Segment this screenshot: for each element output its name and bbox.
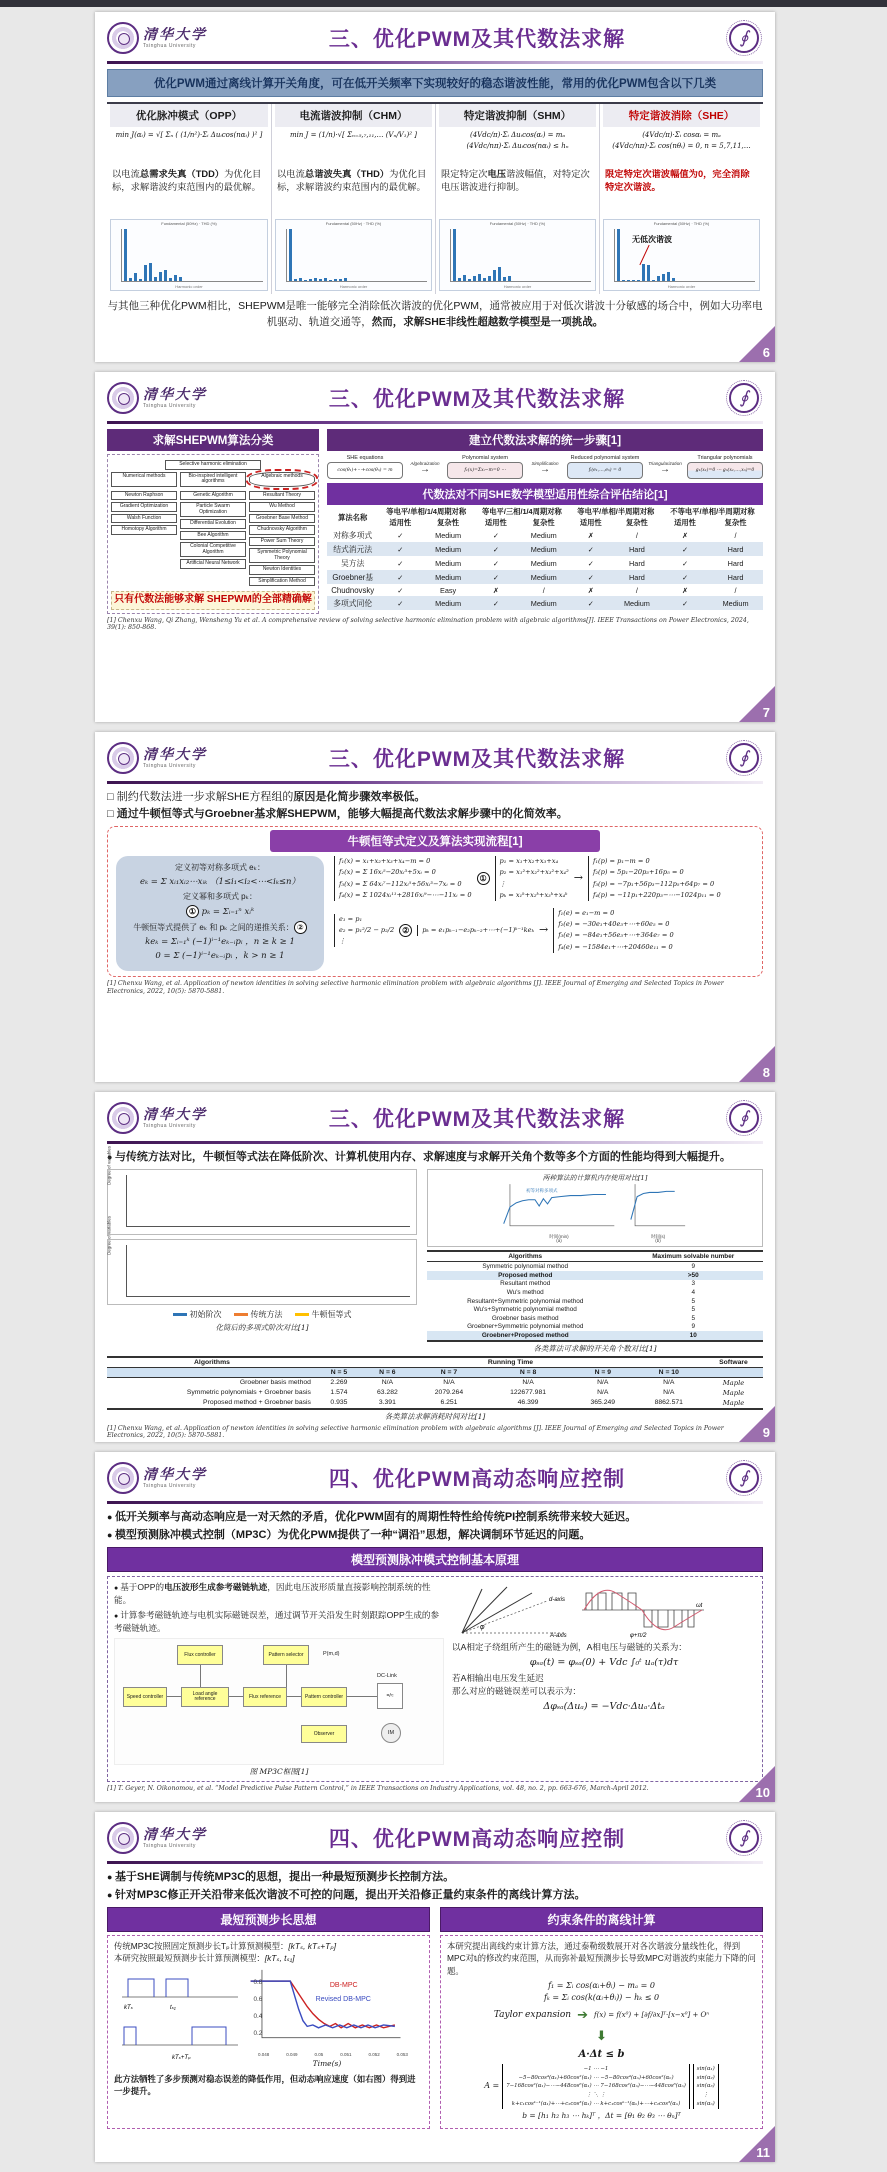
- y-axis-label: Degree of variables: [106, 1145, 112, 1185]
- svg-text:tₛ₁: tₛ₁: [170, 2004, 176, 2011]
- slide-page-6: [95, 12, 775, 362]
- slide-header: [107, 1096, 763, 1140]
- text-line: 若A相输出电压发生延迟: [452, 1673, 544, 1684]
- column-chm: [271, 104, 435, 294]
- page-title: 三、优化PWM及其代数法求解: [328, 388, 626, 411]
- mp3c-right-panel: [452, 1581, 756, 1777]
- tree-node: Bee Algorithm: [180, 531, 246, 541]
- chart-x-label: Harmonic order: [339, 284, 368, 289]
- logo-en-text: Tsinghua University: [143, 1482, 196, 1489]
- flow-step-box: fᵢ(e₁,…,eₙ) = 0: [567, 462, 643, 479]
- tsinghua-logo: [107, 22, 225, 54]
- slide-deck: [95, 12, 775, 2172]
- sub-bullet-list: [114, 1581, 444, 1636]
- svg-text:0.8: 0.8: [253, 1978, 263, 1986]
- bullet-item: ● 模型预测脉冲模式控制（MP3C）为优化PWM提供了一种“调沿”思想，解决调制环节延迟的问题。: [107, 1527, 763, 1545]
- diagram-block: Pattern controller: [301, 1687, 347, 1707]
- memory-panel-a: 初等对称多项式 时间(min) (a): [500, 1182, 618, 1245]
- table-row: Wu's method 4: [506, 1288, 695, 1296]
- motor-circle: IM: [381, 1723, 401, 1743]
- shortest-horizon-box: [107, 1935, 430, 2129]
- table-row: 对称多项式 ✓ Medium ✓ Medium ✗ / ✗ /: [333, 530, 737, 540]
- constraint-matrix: A = −1 ⋯ −1 −5−80cos⁴(α₁)+60cos²(α₁) ⋯ −5−80cos⁴(αₙ)+60cos²(αₙ) 7−168cos²(α₁)−⋯−448cos⁶(α₁) ⋯ 7−168cos²(αₙ)−⋯−448cos⁶(αₙ) ⋮ ⋱ ⋮ k+c₁cosᵏ⁻¹(α₁)+⋯+c₂cos³(α₁) ⋯ k+c₁cosᵏ⁻¹(αₙ)+⋯+c₂cos³(αₙ) sin(α₁) sin(α₂) sin(α₃) ⋮ sin(αₙ): [447, 2064, 756, 2109]
- line-label: 初等对称多项式: [526, 1187, 558, 1193]
- logo-cn-text: 清华大学: [143, 1466, 207, 1483]
- svg-text:ωt: ωt: [696, 1603, 703, 1610]
- table-row: Symmetric polynomial method 9: [482, 1263, 695, 1271]
- formula: (4Vdc/π)·Σᵢ Δuᵢcos(αᵢ) = mₐ (4Vdc/nπ)·Σᵢ Δuᵢcos(nαᵢ) ≤ hₙ: [466, 131, 569, 150]
- description: 以电流总谐波失真（THD）为优化目标，求解谐波约束范围内的最优解。: [277, 169, 427, 193]
- box-banner: 牛顿恒等式定义及算法实现流程[1]: [270, 830, 600, 852]
- bullet-item: ● 低开关频率与高动态响应是一对天然的矛盾，优化PWM固有的周期性特性给传统PI控制系统带来较大延迟。: [107, 1509, 763, 1527]
- slide-header: [107, 1816, 763, 1860]
- logo-cn-text: 清华大学: [143, 26, 207, 43]
- tree-node: Homotopy Algorithm: [111, 525, 177, 535]
- flow-arrow: Simplification →: [531, 461, 559, 476]
- page-number: 10: [755, 1785, 770, 1800]
- panel-banner: 最短预测步长思想: [107, 1907, 430, 1932]
- slide-page-8: [95, 732, 775, 1082]
- logo-en-text: Tsinghua University: [143, 762, 196, 769]
- table-row: 多项式同伦 ✓ Medium ✓ Medium ✓ Medium ✓ Medium: [327, 596, 763, 610]
- definitions-panel: 定义初等对称多项式 eₖ： eₖ = Σ xᵢ₁xᵢ₂⋯xᵢₖ （1≤i₁<i₂<⋯<iₖ≤n） 定义幂和多项式 pₖ： ① pₖ = Σᵢ₌₁ⁿ xᵢᵏ 牛顿恒等式提供了 eₖ 和 pₖ 之间的递推关系： ② keₖ = Σᵢ₌₁ᵏ (−1)ⁱ⁻¹eₖ₋ᵢpᵢ ，n ≥ k ≥ 1 0 = Σ (−1)ⁱ⁻¹eₖ₋ᵢpᵢ ，k > n ≥ 1: [116, 856, 324, 971]
- tree-node: Simplification Method: [249, 577, 315, 587]
- tsinghua-emblem-icon: [107, 382, 139, 414]
- slide-header: [107, 16, 763, 60]
- tsinghua-emblem-icon: [107, 742, 139, 774]
- flow-step-name: Triangular polynomials: [697, 455, 753, 461]
- legend-swatch: [234, 1313, 248, 1316]
- tree-root: Selective harmonic elimination: [165, 460, 261, 470]
- table-row: Wu's+Symmetric polynomial method 5: [473, 1306, 695, 1314]
- svg-text:kTₛ+Tₚ: kTₛ+Tₚ: [172, 2054, 191, 2061]
- svg-text:0.6: 0.6: [253, 1995, 263, 2003]
- harmonic-spectrum-chart: [439, 219, 596, 291]
- description: 以电流总需求失真（TDD）为优化目标，求解谐波约束范围内的最优解。: [112, 169, 262, 193]
- diagram-block: Flux reference: [243, 1687, 287, 1707]
- table-row: Groebner basis method 5: [491, 1314, 695, 1322]
- bullet-list: [107, 1509, 763, 1544]
- description: 限定特定次谐波幅值为0，完全消除特定次谐波。: [605, 169, 750, 193]
- logo-en-text: Tsinghua University: [143, 402, 196, 409]
- shortest-horizon-panel: [107, 1907, 430, 2129]
- spectrum-bars: [121, 229, 263, 282]
- chart-x-label: Harmonic order: [503, 284, 532, 289]
- chart-title: 两种算法的计算机内存使用对比[1]: [542, 1173, 648, 1182]
- numerical-methods-list: [111, 489, 177, 589]
- society-badge-icon: ∮: [729, 1823, 759, 1853]
- running-time-table: Algorithms Running Time Software N = 5 N = 6 N = 7 N = 8 N = 9 N = 10 Groebner basis method 2.269 N/A N/A N/A N/A N/A Maple Symmetric polynomials + Groebner basis 1.574 63.282 2079.264 122677.981 N/A N/A Maple Proposed method + Groebner basis 0.935 3.391 6.251 46.399 365.249 8862.571 Maple: [107, 1356, 763, 1410]
- tree-node: Genetic Algorithm: [180, 491, 246, 501]
- bullet-item: ● 计算参考磁链轨迹与电机实际磁链误差，通过调节开关沿发生时刻跟踪OPP生成的参考磁链轨迹。: [114, 1609, 444, 1635]
- degree-chart-top: [106, 1145, 417, 1235]
- tsinghua-emblem-icon: [107, 22, 139, 54]
- society-badge-icon: ∮: [729, 383, 759, 413]
- degree-chart-bottom: [106, 1215, 417, 1305]
- table-row: Resultant method 3: [500, 1280, 695, 1288]
- header-divider: [107, 1861, 763, 1864]
- formula: (4Vdc/π)·Σᵢ cosαᵢ = mₐ (4Vdc/nπ)·Σᵢ cos(nθᵢ) = 0, n = 5,7,11,…: [612, 131, 751, 150]
- column-header: 特定谐波消除（SHE）: [603, 104, 760, 127]
- slide-page-10: [95, 1452, 775, 1802]
- table-row: Resultant+Symmetric polynomial method 5: [467, 1297, 695, 1305]
- circled-one: ①: [186, 905, 199, 918]
- tree-branch-algebraic: Algebraic methods: [249, 472, 315, 487]
- citation: [1] Chenxu Wang, Qi Zhang, Wensheng Yu et al. A comprehensive review of solving selective harmonic elimination problem with algebraic algorithms[J]. IEEE Transactions on Power Electronics, 2024, 39(1): 850-868.: [107, 616, 749, 632]
- grouped-bars: [126, 1245, 410, 1297]
- chart-caption: Fundamental (50Hz) · THD (%): [653, 221, 710, 226]
- tsinghua-emblem-icon: [107, 1102, 139, 1134]
- bullet-item: □ 通过牛顿恒等式与Groebner基求解SHEPWM，能够大幅提高代数法求解步骤中的化简效率。: [107, 806, 763, 823]
- arrow-icon: →: [573, 871, 583, 885]
- diagram-block: Pattern selector: [263, 1645, 309, 1665]
- tree-node: Gradient Optimization: [111, 502, 177, 512]
- flow-step-box: g₁(x₁)=0 ⋯ gₙ(x₁,…,xₙ)=0: [687, 462, 763, 479]
- newton-identities-box: [107, 826, 763, 977]
- logo-en-text: Tsinghua University: [143, 1122, 196, 1129]
- table-caption: 各类算法可求解的开关角个数对比[1]: [533, 1343, 657, 1353]
- algebraic-methods-list: [249, 489, 315, 589]
- x-tick-labels: 0.048 0.049 0.05 0.051 0.052 0.053: [258, 2051, 408, 2057]
- taylor-label: Taylor expansion: [493, 2009, 572, 2020]
- circled-one: ①: [477, 872, 490, 885]
- harmonic-spectrum-chart: [110, 219, 268, 291]
- text-paragraph: 本研究提出离线约束计算方法，通过泰勒级数展开对各次谐波分量线性化，得到MPC对tᵢ的修改约束范围，从而弥补最短预测步长导致MPC对谐波约束能力下降的问题。: [447, 1941, 756, 1976]
- mp3c-left-panel: [114, 1581, 444, 1777]
- table-row: Groebner basis method 2.269 N/A N/A N/A N/A N/A Maple: [239, 1378, 745, 1387]
- bullet-item: ● 基于SHE调制与传统MP3C的思想，提出一种最短预测步长控制方法。: [107, 1869, 763, 1887]
- tree-node: Chudnovsky Algorithm: [249, 525, 315, 535]
- tree-node: Newton Identities: [249, 565, 315, 575]
- table-row: Chudnovsky ✓ Easy ✗ / ✗ / ✗ /: [331, 585, 737, 595]
- taylor-formula: f(x) = f(x⁰) + [∂f/∂x]ᵀ·[x−x⁰] + Oⁿ: [594, 2011, 710, 2020]
- column-header: 优化脉冲模式（OPP）: [110, 104, 268, 127]
- table-row: Symmetric polynomials + Groebner basis 1.574 63.282 2079.264 122677.981 N/A N/A Maple: [186, 1388, 745, 1397]
- legend-swatch: [173, 1313, 187, 1316]
- page-title: 三、优化PWM及其代数法求解: [328, 28, 626, 51]
- grouped-bars: [126, 1175, 410, 1227]
- society-badge-icon: ∮: [729, 1463, 759, 1493]
- green-arrow-icon: ➔: [577, 2006, 589, 2022]
- pulse-pattern-diagram: [578, 1581, 708, 1639]
- legend-swatch: [295, 1313, 309, 1316]
- table-row: Groebner+Symmetric polynomial method 9: [467, 1323, 695, 1331]
- page-title: 四、优化PWM高动态响应控制: [328, 1468, 626, 1491]
- vectors-definition: b = [h₁ h₂ h₃ ⋯ hₖ]ᵀ ，Δt = [θ₁ θ₂ θ₃ ⋯ θₙ]ᵀ: [522, 2111, 681, 2121]
- offline-constraints-panel: [440, 1907, 763, 2129]
- taylor-expansion-row: [447, 2006, 756, 2025]
- society-badge-icon: ∮: [729, 1103, 759, 1133]
- formula: min J(αᵢ) = √[ Σₙ ( (1/n²)·Σᵢ Δuᵢcos(nαᵢ) )² ]: [115, 131, 263, 139]
- svg-text:kTₛ: kTₛ: [124, 2004, 133, 2011]
- key-claim-note: 只有代数法能够求解 SHEPWM的全部精确解: [111, 591, 315, 610]
- harmonic-spectrum-chart: [603, 219, 760, 291]
- text-line: 那么对应的磁链误差可以表示为：: [452, 1686, 581, 1697]
- svg-text:DB-MPC: DB-MPC: [329, 1981, 358, 1989]
- harmonic-spectrum-chart: [275, 219, 432, 291]
- svg-text:0.2: 0.2: [253, 2029, 263, 2037]
- applicability-table: 算法名称 等电平/单相/1/4周期对称 等电平/三相/1/4周期对称 等电平/单相/半周期对称 不等电平/单相/半周期对称 适用性 复杂性 适用性 复杂性 适用性 复杂性 适用性 复杂性 对称多项式 ✓ Medium ✓ Medium ✗ / ✗ / 结式消元法 ✓ Medium ✓ Medium ✓ Hard ✓ Hard 吴方法 ✓ Medium ✓ Medium ✓ Hard ✓ Hard Groebner基 ✓ Medium ✓ Medium ✓ Hard ✓ Hard Chudnovsky ✓ Easy ✗ / ✗ / ✗ / 多项式同伦 ✓ Medium ✓ Medium ✓ Medium ✓ Medium: [327, 507, 763, 610]
- bullet-item: □ 制约代数法进一步求解SHE方程组的原因是化简步骤效率极低。: [107, 789, 763, 806]
- tsinghua-emblem-icon: [107, 1462, 139, 1494]
- diagram-block: Speed controller: [123, 1687, 167, 1707]
- text-line: 传统MP3C按照固定预测步长Tₚ计算预测模型：[kTₛ, kTₛ+Tₚ]: [114, 1941, 337, 1952]
- logo-en-text: Tsinghua University: [143, 42, 196, 49]
- flow-step-name: Reduced polynomial system: [570, 455, 640, 461]
- chart-x-label: Harmonic order: [175, 284, 203, 289]
- classification-tree: [107, 454, 319, 614]
- algorithm-classification-panel: [107, 429, 319, 614]
- tsinghua-logo: [107, 1102, 225, 1134]
- flux-formula: φₛₐ(t) = φₛₐ(0) + Vdc ∫₀ᵗ uₐ(τ)dτ: [529, 1657, 679, 1669]
- header-divider: [107, 781, 763, 784]
- header-divider: [107, 421, 763, 424]
- slide-header: [107, 376, 763, 420]
- logo-cn-text: 清华大学: [143, 1826, 207, 1843]
- memory-chart: [427, 1169, 763, 1248]
- unified-steps-panel: [327, 429, 763, 614]
- memory-panel-b: 时间(s) (b): [626, 1182, 690, 1245]
- tsinghua-logo: [107, 1822, 225, 1854]
- offline-constraints-box: [440, 1935, 763, 2129]
- chart-caption: 化简后的多项式阶次对比[1]: [215, 1322, 309, 1332]
- tree-node: Colonial Competitive Algorithm: [180, 542, 246, 557]
- figure-caption: 图 MP3C框图[1]: [249, 1767, 309, 1777]
- equations-panel: f₁(x) = x₁+x₂+x₃+x₄−m = 0 f₂(x) = Σ 16xᵢ⁵−20xᵢ³+5xᵢ = 0 f₃(x) = Σ 64xᵢ⁷−112xᵢ⁵+56xᵢ³−7xᵢ = 0 f₄(x) = Σ 1024xᵢ¹¹+2816xᵢ⁹−⋯−11xᵢ = 0 ① p₁ = x₁+x₂+x₃+x₄ p₂ = x₁²+x₂²+x₃²+x₄² ⋮ pₖ = x₁ᵏ+x₂ᵏ+x₃ᵏ+x₄ᵏ → f₁(p) = p₁−m = 0 f₂(p) = 5p₁−20p₃+16p₅ = 0 f₃(p) = −7p₁+56p₃−112p₅+64p₇ = 0 f₄(p) = −11p₁+220p₃−⋯−1024p₁₁ = 0 e₁ = p₁ e₂ = p₁²/2 − p₂/2 ⋮ ② pₖ = e₁pₖ₋₁−e₂pₖ₋₂+⋯+(−1)ᵏ⁻¹keₖ → f₁(e) = e₁−m = 0 f₂(e) = −30e₁+40e₃+⋯+60e₅ = 0 f₃(e) = −84e₁+56e₃+⋯+364e₇ = 0 f₄(e) = −1584e₁+⋯+20460e₁₁ = 0: [334, 856, 754, 971]
- tree-node: Resultant Theory: [249, 491, 315, 501]
- page-title: 三、优化PWM及其代数法求解: [328, 1108, 626, 1131]
- flow-step-box: cos(θ₁)+⋯+cos(θₙ) = m: [327, 462, 403, 479]
- slide-page-7: [95, 372, 775, 722]
- bullet-list: [107, 1869, 763, 1904]
- tree-node: Groebner Base Method: [249, 514, 315, 524]
- page-title: 四、优化PWM高动态响应控制: [328, 1828, 626, 1851]
- column-header: 电流谐波抑制（CHM）: [275, 104, 432, 127]
- svg-text:A-axis: A-axis: [550, 1633, 567, 1640]
- flow-arrow: Triangularization →: [648, 461, 682, 476]
- diagram-label: P(m,d): [323, 1651, 340, 1658]
- flow-arrow: Algebraization →: [410, 461, 440, 476]
- page-number: 6: [762, 345, 770, 360]
- panel-title: 求解SHEPWM算法分类: [107, 429, 319, 451]
- evaluation-banner: 代数法对不同SHE数学模型适用性综合评估结论[1]: [327, 483, 763, 505]
- table-row: 吴方法 ✓ Medium ✓ Medium ✓ Hard ✓ Hard: [341, 558, 744, 568]
- description: 限定特定次电压谐波幅值，对特定次电压谐波进行抑制。: [441, 169, 590, 193]
- logo-en-text: Tsinghua University: [143, 1842, 196, 1849]
- table-row: Groebner+Proposed method 10: [427, 1331, 763, 1341]
- citation: [1] Chenxu Wang, et al. Application of newton identities in solving selective harmonic elimination problem with algebraic algorithms [J]. IEEE Journal of Emerging and Selected Topics in Power Electronics, 2022, 10(5): 5870-5881.: [107, 980, 724, 995]
- green-down-arrow-icon: ⬇: [596, 2027, 607, 2043]
- formula: min J = (1/n)·√[ Σₙ₌₅,₇,₁₁,… (Vₙ/V₁)² ]: [289, 131, 418, 139]
- flow-step-name: Polynomial system: [462, 455, 508, 461]
- society-badge-icon: ∮: [729, 743, 759, 773]
- tree-node: Walsh Function: [111, 514, 177, 524]
- pulse-waveform-sketch: [114, 1967, 242, 2063]
- circled-two: ②: [294, 921, 307, 934]
- memory-and-tables-panel: [427, 1169, 763, 1354]
- diagram-block: Observer: [301, 1725, 347, 1743]
- header-divider: [107, 61, 763, 64]
- bullet-item: ● 针对MP3C修正开关沿带来低次谐波不可控的问题，提出开关沿修正量约束条件的离线计算方法。: [107, 1887, 763, 1905]
- tsinghua-emblem-icon: [107, 1822, 139, 1854]
- tree-branch: Numerical methods: [111, 472, 177, 487]
- tree-node: Differential Evolution: [180, 519, 246, 529]
- svg-text:φ+π/2: φ+π/2: [630, 1633, 647, 1640]
- header-divider: [107, 1141, 763, 1144]
- pwm-types-table: [107, 102, 763, 294]
- mp3c-principle-box: [107, 1576, 763, 1782]
- bullet-item: ● 基于OPP的电压波形生成参考磁链轨迹，因此电压波形质量直接影响控制系统的性能。: [114, 1581, 444, 1607]
- y-axis-label: Degree of variables: [106, 1215, 112, 1255]
- svg-text:0.4: 0.4: [253, 2012, 263, 2020]
- flux-vector-diagram: [452, 1581, 572, 1639]
- flux-error-formula: Δφₛₐ(Δuₐ) = −Vdc·Δuₐ·Δtₐ: [543, 1701, 665, 1713]
- diagram-label: DC-Link: [377, 1673, 397, 1680]
- column-she: [599, 104, 763, 294]
- constraint-inequality: A·Δt ≤ b: [578, 2048, 625, 2060]
- circled-two: ②: [399, 924, 412, 937]
- society-badge-icon: ∮: [729, 23, 759, 53]
- slide-header: [107, 1456, 763, 1500]
- tree-node: Symmetric Polynomial Theory: [249, 548, 315, 563]
- diagram-block: Load angle reference: [181, 1687, 229, 1707]
- logo-cn-text: 清华大学: [143, 1106, 207, 1123]
- bullet-item: ● 与传统方法对比，牛顿恒等式法在降低阶次、计算机使用内存、求解速度与求解开关角个数等多个方面的性能均得到大幅提升。: [107, 1149, 763, 1166]
- tsinghua-logo: [107, 1462, 225, 1494]
- she-constraint-formula: f₁ = Σᵢ cos(αᵢ+θᵢ) − mₐ = 0: [548, 1980, 655, 1990]
- slide-page-9: [95, 1092, 775, 1442]
- bio-inspired-list: [180, 489, 246, 589]
- page-number: 11: [756, 2145, 770, 2160]
- table-row: 结式消元法 ✓ Medium ✓ Medium ✓ Hard ✓ Hard: [327, 542, 763, 556]
- text-line: 本研究按照最短预测步长计算预测模型：[kTₛ, tₛ₁]: [114, 1953, 295, 1964]
- svg-text:φ: φ: [480, 1624, 485, 1632]
- inverter-block: =/≈: [377, 1683, 403, 1709]
- dynamic-response-chart: [246, 1967, 408, 2071]
- column-opp: [107, 104, 271, 294]
- table-row: Groebner基 ✓ Medium ✓ Medium ✓ Hard ✓ Hard: [327, 570, 763, 584]
- panel-banner: 约束条件的离线计算: [440, 1907, 763, 1932]
- tree-branch: Bio-inspired intelligent algorithms: [180, 472, 246, 487]
- conclusion-note: 此方法牺牲了多步预测对稳态误差的降低作用，但动态响应速度（如右图）得到进一步提升。: [114, 2074, 416, 2097]
- table-row: Proposed method + Groebner basis 0.935 3.391 6.251 46.399 365.249 8862.571 Maple: [203, 1398, 745, 1407]
- table-caption: 各类算法求解消耗时间对比[1]: [384, 1411, 486, 1421]
- svg-text:Revised DB-MPC: Revised DB-MPC: [315, 1995, 371, 2003]
- flow-step-box: f₁(x)=Σxᵢ−m=0 ⋯: [447, 462, 523, 479]
- solvable-number-table: Algorithms Maximum solvable number Symmetric polynomial method 9 Proposed method >50 Resultant method 3 Wu's method 4 Resultant+Symmetric polynomial method 5 Wu's+Symmetric polynomial method 5 Groebner basis method 5 Groebner+Symmetric polynomial method 9 Groebner+Proposed method 10: [427, 1250, 763, 1341]
- spectrum-bars: [286, 229, 427, 282]
- page-title: 三、优化PWM及其代数法求解: [328, 748, 626, 771]
- tree-node: Power Sum Theory: [249, 537, 315, 547]
- solution-flow: [327, 455, 763, 479]
- citation: [1] T. Geyer, N. Oikonomou, et al. “Model Predictive Pulse Pattern Control,” in IEEE Transactions on Industry Applications, vol. 48, no. 2, pp. 663-676, March-April 2012.: [107, 1785, 649, 1793]
- bullet-list: [107, 789, 763, 823]
- degree-charts-panel: [106, 1145, 417, 1354]
- tree-node: Artificial Neural Network: [180, 559, 246, 569]
- chart-caption: Fundamental (50Hz) · THD (%): [161, 221, 217, 226]
- intro-banner: 优化PWM通过离线计算开关角度，可在低开关频率下实现较好的稳态谐波性能，常用的优化PWM包含以下几类: [107, 69, 763, 97]
- tsinghua-logo: [107, 382, 225, 414]
- citation: [1] Chenxu Wang, et al. Application of newton identities in solving selective harmonic elimination problem with algebraic algorithms [J]. IEEE Journal of Emerging and Selected Topics in Power Electronics, 2022, 10(5): 5870-5881.: [107, 1424, 724, 1440]
- mp3c-block-diagram: [114, 1638, 444, 1765]
- tree-node: Newton Raphson: [111, 491, 177, 501]
- page-number: 8: [762, 1065, 770, 1080]
- logo-cn-text: 清华大学: [143, 746, 207, 763]
- slide-page-11: [95, 1812, 775, 2162]
- chart-caption: Fundamental (50Hz) · THD (%): [325, 221, 382, 226]
- column-shm: [435, 104, 599, 294]
- principle-banner: 模型预测脉冲模式控制基本原理: [107, 1547, 763, 1572]
- tree-node: Particle Swarm Optimization: [180, 502, 246, 517]
- she-constraint-formula: fₖ = Σᵢ cos(k(αᵢ+θᵢ)) − hₖ ≤ 0: [543, 1993, 660, 2003]
- text-line: 以A相定子绕组所产生的磁链为例，A相电压与磁链的关系为：: [452, 1642, 687, 1653]
- chart-x-label: Harmonic order: [667, 284, 696, 289]
- page-number: 7: [762, 705, 770, 720]
- tsinghua-logo: [107, 742, 225, 774]
- slide-header: [107, 736, 763, 780]
- chart-caption: Fundamental (50Hz) · THD (%): [489, 221, 546, 226]
- arrow-icon: →: [539, 922, 549, 936]
- x-axis-label: Time(s): [312, 2059, 342, 2069]
- page-number: 9: [762, 1425, 770, 1440]
- spectrum-bars: [450, 229, 591, 282]
- viewer-top-strip: [0, 0, 887, 7]
- logo-cn-text: 清华大学: [143, 386, 207, 403]
- svg-text:d-axis: d-axis: [549, 1597, 566, 1604]
- chart-legend: 初始阶次 传统方法 牛顿恒等式: [107, 1309, 417, 1320]
- summary-text: 与其他三种优化PWM相比，SHEPWM是唯一能够完全消除低次谐波的优化PWM，通常被应用于对低次谐波十分敏感的场合中，例如大功率电机驱动、轨道交通等，然而，求解SHE非线性超越数学模型是一项挑战。: [107, 300, 763, 328]
- flow-step-name: SHE equations: [346, 455, 384, 461]
- diagram-block: Flux controller: [177, 1645, 223, 1665]
- tree-node: Wu Method: [249, 502, 315, 512]
- header-divider: [107, 1501, 763, 1504]
- panel-title: 建立代数法求解的统一步骤[1]: [327, 429, 763, 451]
- no-low-order-harmonics-note: 无低次谐波: [632, 235, 672, 244]
- table-row: Proposed method >50: [427, 1271, 763, 1280]
- column-header: 特定谐波抑制（SHM）: [439, 104, 596, 127]
